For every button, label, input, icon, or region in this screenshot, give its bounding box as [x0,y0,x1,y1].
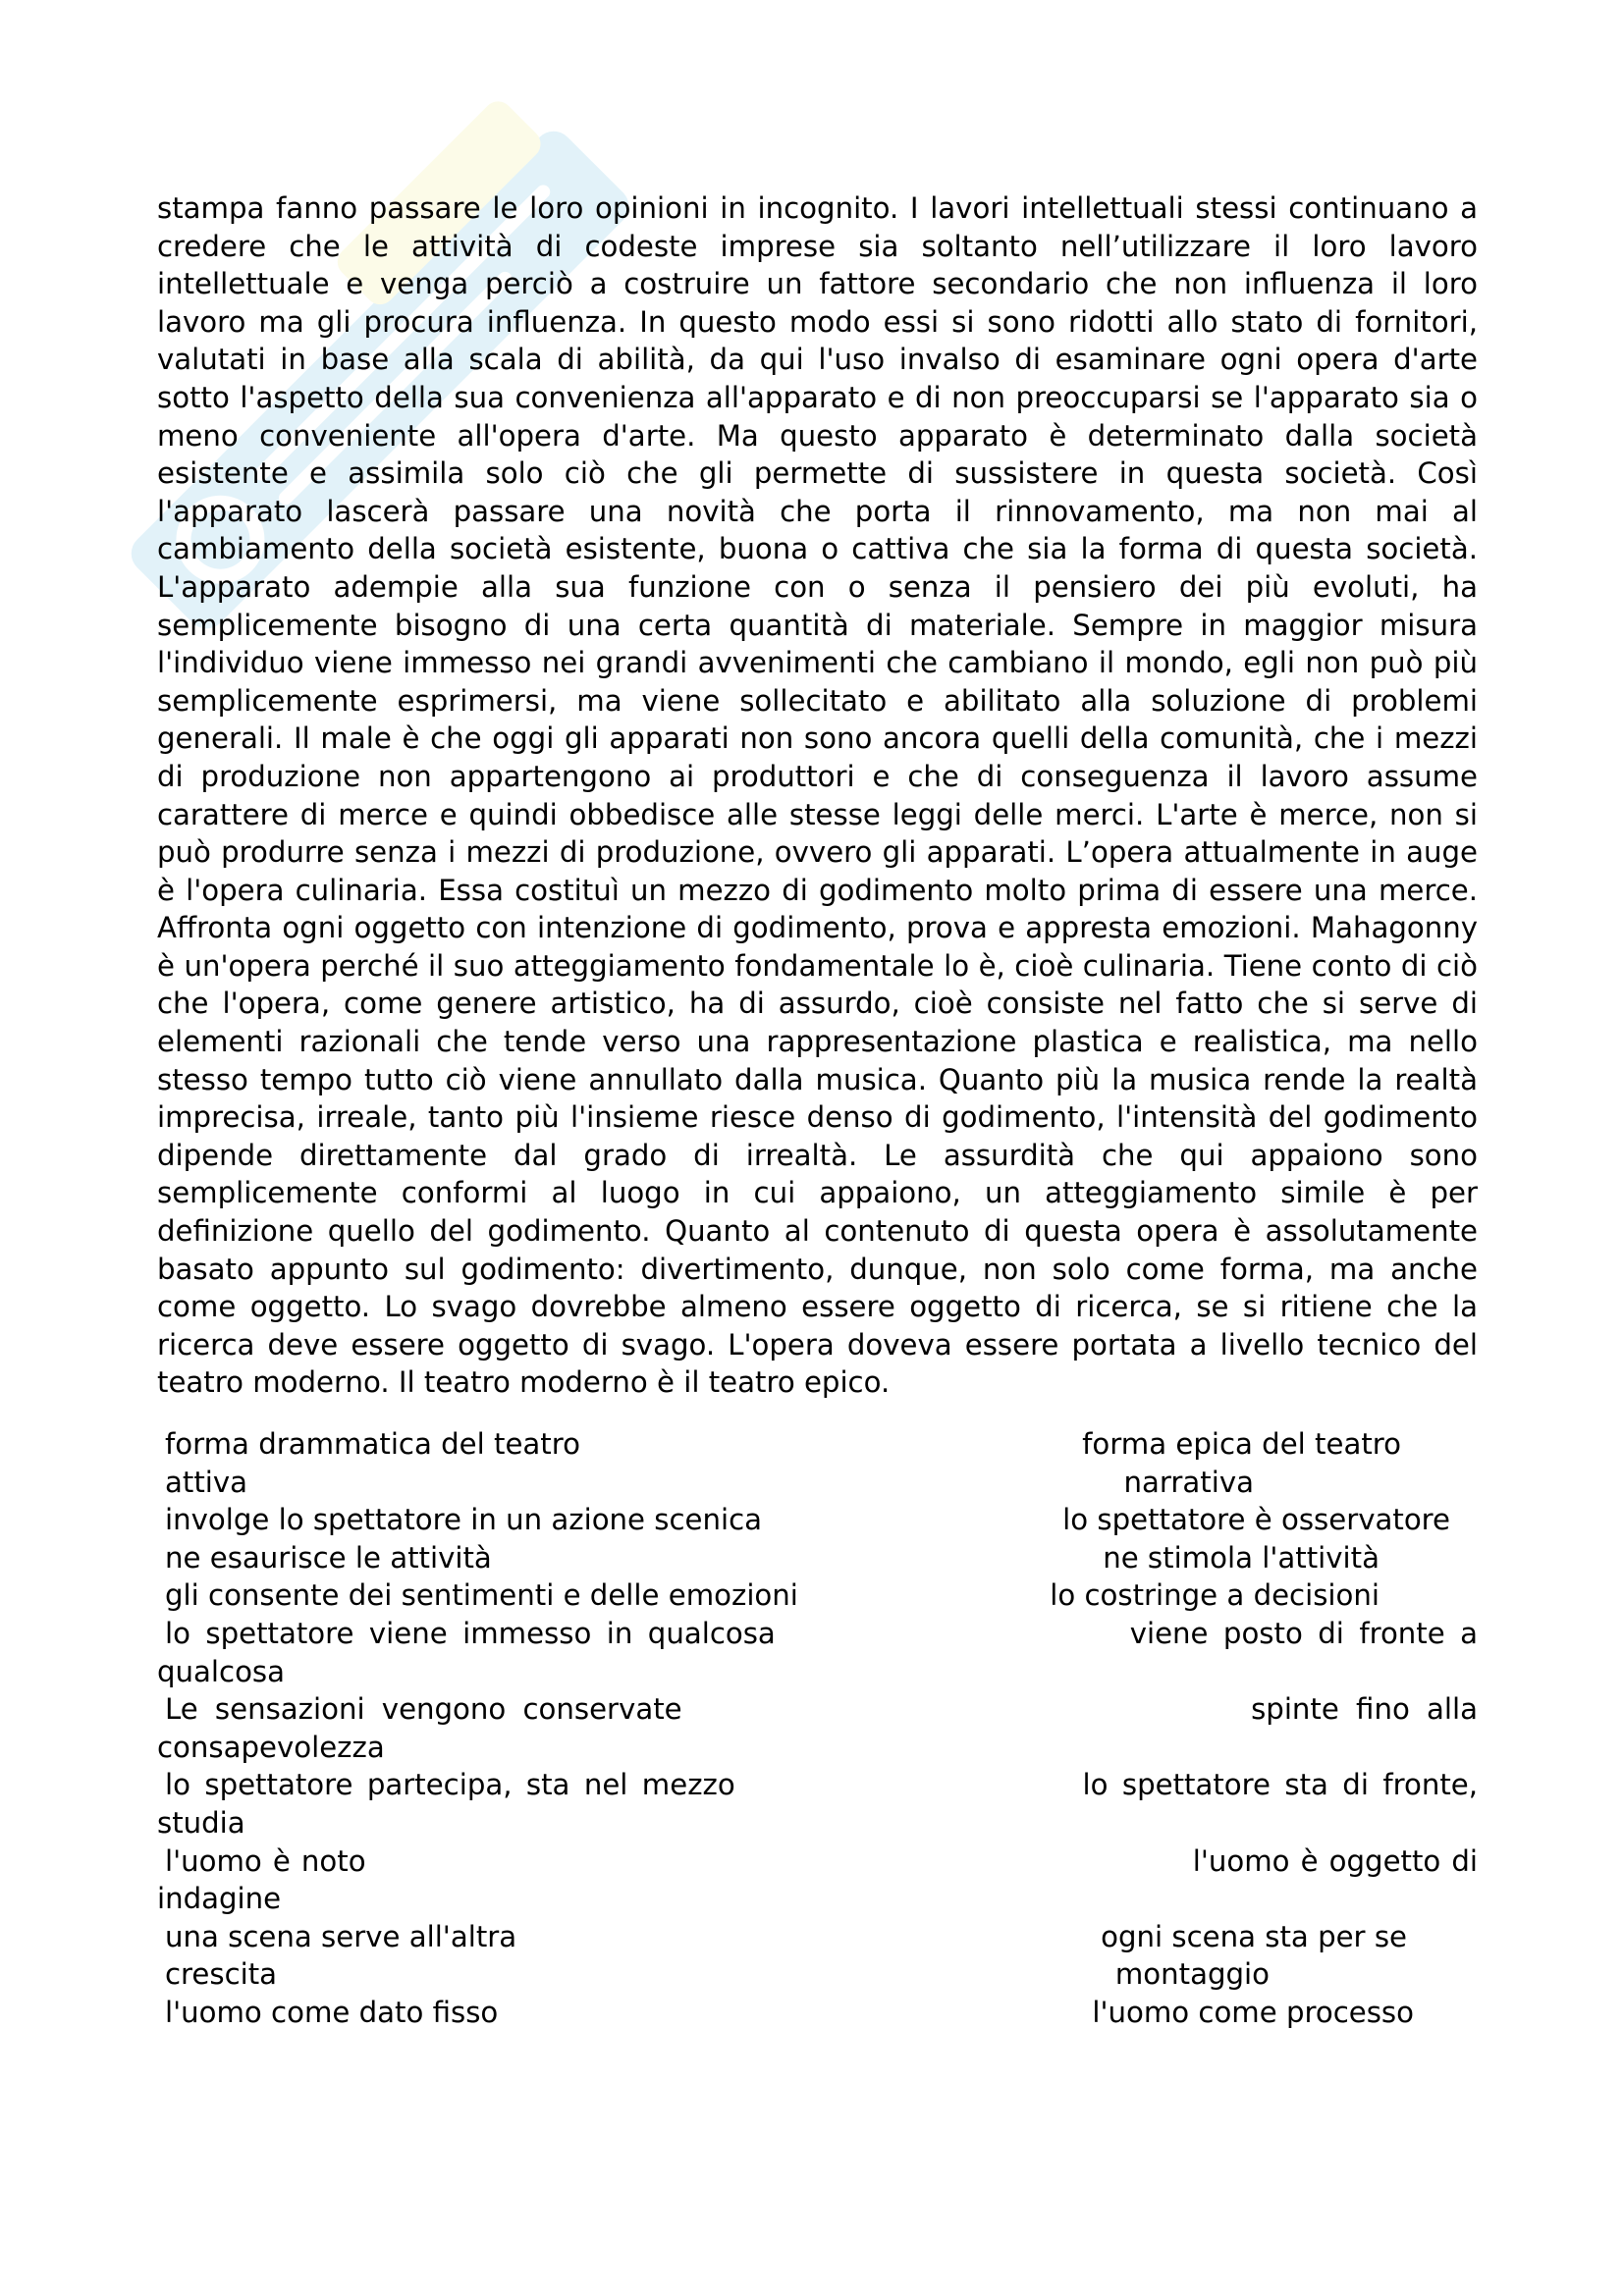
dramatic-form-cell: lo spettatore viene immesso in qualcosa [165,1616,776,1650]
dramatic-form-cell: l'uomo come dato fisso [165,1995,499,2029]
epic-form-cell: lo spettatore è osservatore [1062,1503,1450,1537]
epic-form-cell: l'uomo come processo [1092,1995,1414,2029]
comparison-row [157,1615,1478,1690]
comparison-row [157,1994,1478,2032]
comparison-row [157,1918,1478,1956]
dramatic-form-cell: involge lo spettatore in un azione scenica [165,1503,763,1537]
dramatic-form-cell: gli consente dei sentimenti e delle emozioni [165,1578,798,1613]
epic-form-cell: forma epica del teatro [1082,1427,1401,1461]
epic-form-cell: narrativa [1123,1465,1254,1499]
epic-form-cell: viene posto di fronte a qualcosa [157,1616,1479,1688]
comparison-row [157,1501,1478,1539]
comparison-row [157,1690,1478,1766]
dramatic-form-cell: Le sensazioni vengono conservate [165,1692,682,1727]
dramatic-form-cell: ne esaurisce le attività [165,1540,492,1575]
epic-form-cell: spinte fino alla consapevolezza [157,1692,1479,1764]
comparison-row [157,1766,1478,1842]
epic-form-cell: l'uomo è oggetto di indagine [157,1843,1479,1916]
comparison-row [157,1539,1478,1577]
dramatic-form-cell: forma drammatica del teatro [165,1427,580,1461]
dramatic-form-cell: l'uomo è noto [165,1843,366,1878]
comparison-row [157,1425,1478,1464]
document-page [157,189,1478,2032]
dramatic-form-cell: lo spettatore partecipa, sta nel mezzo [165,1768,735,1802]
epic-form-cell: lo costringe a decisioni [1050,1578,1380,1613]
body-paragraph: stampa fanno passare le loro opinioni in incognito. I lavori intellettuali stessi continuano a credere che le attività di codeste imprese sia soltanto nell’utilizzare il loro lavoro intellettuale e venga perciò a costruire un fattore secondario che non influenza il loro lavoro ma gli procura influenza. In questo modo essi si sono ridotti allo stato di fornitori, valutati in base alla scala di abilità, da qui l'uso invalso di esaminare ogni opera d'arte sotto l'aspetto della sua convenienza all'apparato e di non preoccuparsi se l'apparato sia o meno conveniente all'opera d'arte. Ma questo apparato è determinato dalla società esistente e assimila solo ciò che gli permette di sussistere in questa società. Così l'apparato lascerà passare una novità che porta il rinnovamento, ma non mai al cambiamento della società esistente, buona o cattiva che sia la forma di questa società. L'apparato adempie alla sua funzione con o senza il pensiero dei più evoluti, ha semplicemente bisogno di una certa quantità di materiale. Sempre in maggior misura l'individuo viene immesso nei grandi avvenimenti che cambiano il mondo, egli non può più semplicemente esprimersi, ma viene sollecitato e abilitato alla soluzione di problemi generali. Il male è che oggi gli apparati non sono ancora quelli della comunità, che i mezzi di produzione non appartengono ai produttori e che di conseguenza il lavoro assume carattere di merce e quindi obbedisce alle stesse leggi delle merci. L'arte è merce, non si può produrre senza i mezzi di produzione, ovvero gli apparati. L’opera attualmente in auge è l'opera culinaria. Essa costituì un mezzo di godimento molto prima di essere una merce. Affronta ogni oggetto con intenzione di godimento, prova e appresta emozioni. Mahagonny è un'opera perché il suo atteggiamento fondamentale lo è, cioè culinaria. Tiene conto di ciò che l'opera, come genere artistico, ha di assurdo, cioè consiste nel fatto che si serve di elementi razionali che tende verso una rappresentazione plastica e realistica, ma nello stesso tempo tutto ciò viene annullato dalla musica. Quanto più la musica rende la realtà imprecisa, irreale, tanto più l'insieme riesce denso di godimento, l'intensità del godimento dipende direttamente dal grado di irrealtà. Le assurdità che qui appaiono sono semplicemente conformi al luogo in cui appaiono, un atteggiamento simile è per definizione quello del godimento. Quanto al contenuto di questa opera è assolutamente basato appunto sul godimento: divertimento, dunque, non solo come forma, ma anche come oggetto. Lo svago dovrebbe almeno essere oggetto di ricerca, se si ritiene che la ricerca deve essere oggetto di svago. L'opera doveva essere portata a livello tecnico del teatro moderno. Il teatro moderno è il teatro epico. [157,191,1478,1400]
dramatic-form-cell: crescita [165,1957,278,1992]
comparison-row [157,1464,1478,1502]
epic-form-cell: ne stimola l'attività [1103,1540,1380,1575]
epic-form-cell: ogni scena sta per se [1101,1919,1407,1953]
comparison-row [157,1576,1478,1615]
epic-form-cell: lo spettatore sta di fronte, studia [157,1768,1479,1840]
epic-form-cell: montaggio [1114,1957,1270,1992]
comparison-row [157,1842,1478,1918]
dramatic-form-cell: una scena serve all'altra [165,1919,517,1953]
dramatic-form-cell: attiva [165,1465,248,1499]
comparison-table [157,1425,1478,2032]
comparison-row [157,1955,1478,1994]
